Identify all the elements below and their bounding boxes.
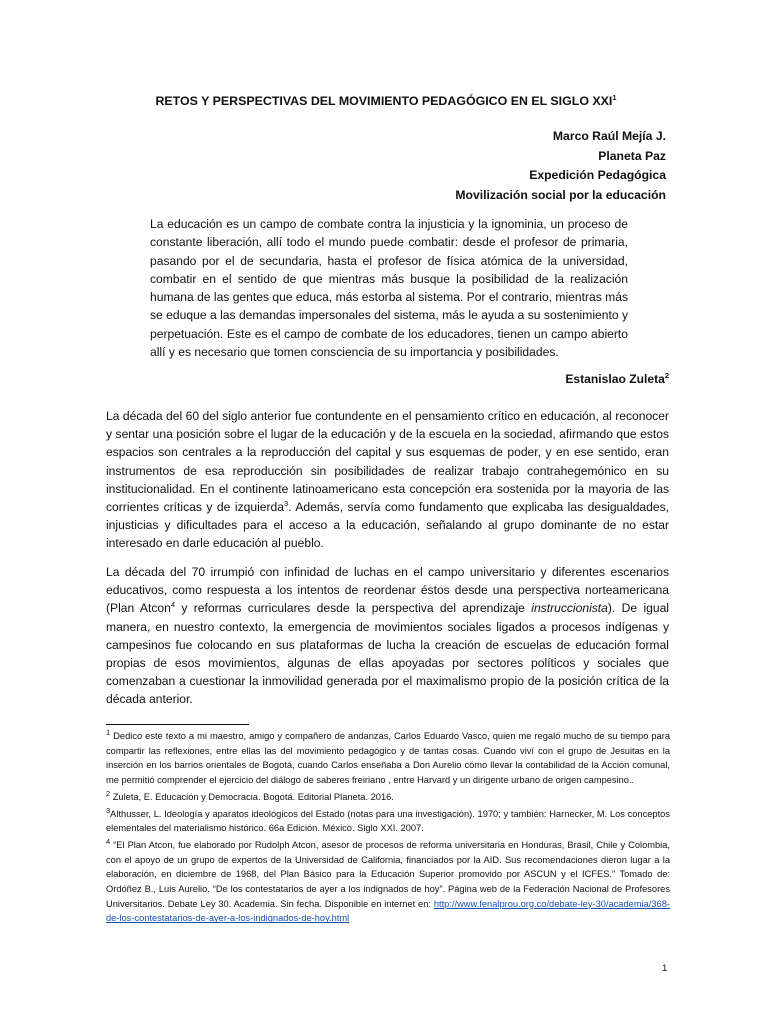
author-organization: Planeta Paz	[598, 148, 666, 163]
paragraph-2-text-b: y reformas curriculares desde la perspectiva del aprendizaje	[175, 601, 532, 616]
paragraph-1-text-a: La década del 60 del siglo anterior fue contundente en el pensamiento crítico en educación, al reconocer y sentar una posición sobre el lugar de la educación y de la escuela en la sociedad, afirmando que estos espacios son centrales a la reproducción del capital y sus esquemas de poder, y en ese sentido, eran instrumentos de esa reproducción sin posibilidades de realizar trabajo contrahegemónico en su institucionalidad. En el continente latinoamericano esta concepción era sostenida por la mayoria de las corrientes críticas y de izquierda	[106, 409, 669, 515]
footnote-ref-2[interactable]: 2	[664, 370, 669, 380]
footnote-3-number: 3	[106, 805, 111, 815]
footnote-3	[106, 807, 670, 836]
footnote-separator	[106, 724, 249, 725]
footnote-2	[106, 790, 670, 805]
author-movement: Movilización social por la educación	[455, 187, 666, 202]
footnote-1-number: 1	[106, 727, 111, 737]
footnote-2-text: Zuleta, E. Educación y Democracia. Bogotá. Editorial Planeta. 2016.	[110, 791, 394, 802]
document-title	[105, 91, 667, 111]
page-number: 1	[662, 963, 668, 974]
paragraph-2-text-a: La década del 70 irrumpió con infinidad de luchas en el campo universitario y diferentes escenarios educativos, como respuesta a los intentos de reordenar éstos desde una perspectiva norteamericana (Plan Atcon	[106, 565, 669, 616]
footnote-3-text: Althusser, L. Ideología y aparatos ideológicos del Estado (notas para una investigación). 1970; y también: Harnecker, M. Los conceptos elementales del materialismo histórico. 66a Edición. México. Siglo XXI. 2007.	[106, 808, 670, 834]
author-name: Marco Raúl Mejía J.	[552, 129, 666, 143]
footnote-2-number: 2	[106, 788, 111, 798]
footnote-4	[106, 838, 670, 926]
footnote-ref-1[interactable]: 1	[612, 92, 617, 102]
author-block	[455, 127, 666, 205]
footnote-1	[106, 729, 670, 788]
footnote-ref-4[interactable]: 4	[170, 600, 176, 610]
title-text: RETOS Y PERSPECTIVAS DEL MOVIMIENTO PEDAGÓGICO EN EL SIGLO XXI	[155, 94, 613, 108]
footnote-4-number: 4	[106, 836, 111, 846]
footnote-4-text: “El Plan Atcon, fue elaborado por Rudolph Atcon, asesor de procesos de reforma universitaria en Honduras, Brasil, Chile y Colombia, con el apoyo de un grupo de expertos de la Universidad de California, financiados por la AID. Sus recomendaciones dieron lugar a la elaboración, en diciembre de 1968, del Plan Básico para la Educación Superior promovido por ASCUN y el ICFES.” Tomado de: Ordóñez B., Luis Aurelio. “De los contestatarios de ayer a los indignados de hoy”. Página web de la Federación Nacional de Profesores Universitarios. Debate Ley 30. Academia. Sin fecha. Disponible en internet en:	[106, 839, 670, 909]
footnotes	[106, 729, 670, 928]
footnote-ref-3[interactable]: 3	[283, 498, 289, 508]
paragraph-1-text-b: . Además, servía como fundamento que explicaba las desigualdades, injusticias y dificultades para el acceso a la educación, señalando al grupo dominante de no estar interesado en darle educación al pueblo.	[106, 500, 670, 551]
epigraph-author-name: Estanislao Zuleta	[565, 372, 665, 386]
author-project: Expedición Pedagógica	[529, 168, 666, 182]
body-paragraph-1	[106, 407, 669, 553]
body-paragraph-2	[106, 563, 669, 709]
epigraph-quote: La educación es un campo de combate contra la injusticia y la ignominia, un proceso de constante liberación, allí todo el mundo puede combatir: desde el profesor de primaria, pasando por el de secundaria, hasta el profesor de física atómica de la universidad, combatir en el sentido de que mientras más busque la posibilidad de la realización humana de las gentes que educa, más estorba al sistema. Por el contrario, mientras más se eduque a las demandas impersonales del sistema, más le ayuda a su sostenimiento y perpetuación. Este es el campo de combate de los educadores, tienen un campo abierto allí y es necesario que tomen consciencia de su importancia y posibilidades.	[150, 217, 628, 360]
epigraph-author	[565, 372, 669, 386]
footnote-1-text: Dedico este texto a mi maestro, amigo y compañero de andanzas, Carlos Eduardo Vasco, quien me regaló mucho de su tiempo para compartir las reflexiones, entre ellas las del movimiento pedagógico y de tantas cosas. Cuando viví con el grupo de Jesuitas en la inserción en los barrios orientales de Bogotá, cuando Carlos enseñaba a Don Aurelio cómo llevar la contabilidad de la Acción comunal, me permitió comprender el ejercicio del diálogo de saberes freiriano , entre Harvard y un dirigente urbano de origen campesino..	[106, 731, 670, 786]
paragraph-2-text-c: ). De igual manera, en nuestro contexto, la emergencia de movimientos sociales ligados a procesos indígenas y campesinos fue colocando en sus plataformas de lucha la creación de escuelas de educación formal propias de esos movimientos, algunas de ellas apoyadas por sectores políticos y sociales que comenzaban a cuestionar la inmovilidad generada por el maximalismo propio de la posición crítica de la década anterior.	[106, 601, 669, 707]
footnote-4-link[interactable]: http://www.fenalprou.org.co/debate-ley-30/academia/368-de-los-contestatarios-de-ayer-a-los-indignados-de-hoy.html	[106, 898, 670, 924]
paragraph-2-emphasis: instruccionista	[531, 601, 608, 616]
